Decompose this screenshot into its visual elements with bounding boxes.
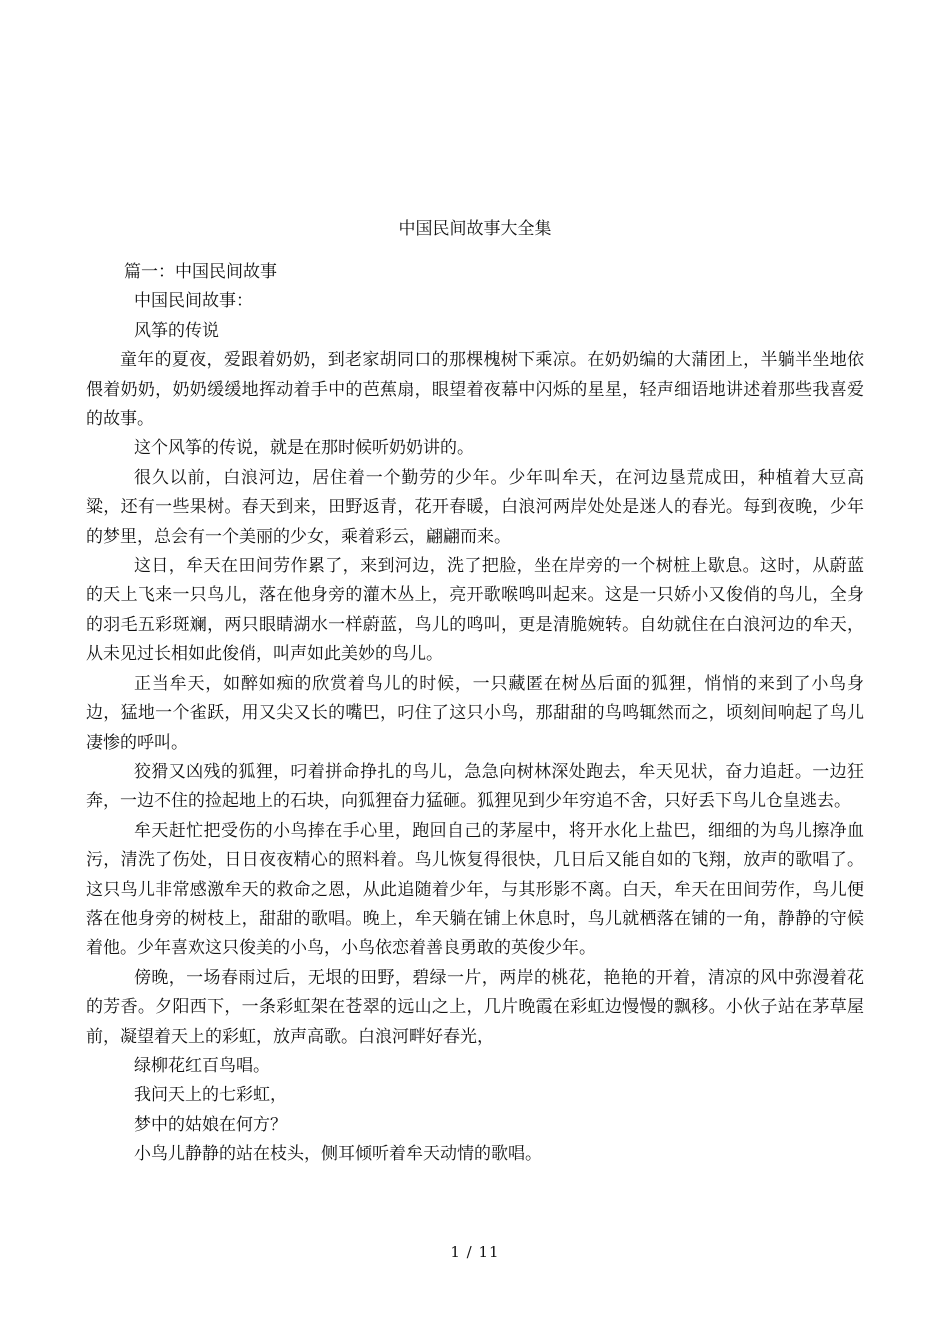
document-body — [86, 258, 864, 1170]
paragraph: 童年的夏夜，爱跟着奶奶，到老家胡同口的那棵槐树下乘凉。在奶奶编的大蒲团上，半躺半坐地依偎着奶奶，奶奶缓缓地挥动着手中的芭蕉扇，眼望着夜幕中闪烁的星星，轻声细语地讲述着那些我喜爱的故事。 — [86, 350, 864, 430]
paragraph: 狡猾又凶残的狐狸，叼着拼命挣扎的鸟儿，急急向树林深处跑去，牟天见状，奋力追赶。一边狂奔，一边不住的捡起地上的石块，向狐狸奋力猛砸。狐狸见到少年穷追不舍，只好丢下鸟儿仓皇逃去。 — [86, 761, 864, 812]
story-title: 风筝的传说 — [134, 320, 219, 341]
paragraph: 这个风筝的传说，就是在那时候听奶奶讲的。 — [134, 438, 474, 459]
section-subheading: 中国民间故事： — [134, 291, 253, 312]
paragraph: 正当牟天，如醉如痴的欣赏着鸟儿的时候，一只藏匿在树丛后面的狐狸，悄悄的来到了小鸟身边，猛地一个雀跃，用又尖又长的嘴巴，叼住了这只小鸟，那甜甜的鸟鸣辄然而之，顷刻间响起了鸟儿凄惨的呼叫。 — [86, 673, 864, 753]
page-indicator: 1 / 11 — [450, 1243, 500, 1261]
document-title: 中国民间故事大全集 — [398, 219, 552, 239]
paragraph: 这日，牟天在田间劳作累了，来到河边，洗了把脸，坐在岸旁的一个树桩上歇息。这时，从蔚蓝的天上飞来一只鸟儿，落在他身旁的灌木丛上，亮开歌喉鸣叫起来。这是一只娇小又俊俏的鸟儿，全身的羽毛五彩斑斓，两只眼睛湖水一样蔚蓝，鸟儿的鸣叫，更是清脆婉转。自幼就住在白浪河边的牟天，从未见过长相如此俊俏，叫声如此美妙的鸟儿。 — [86, 556, 864, 665]
paragraph: 小鸟儿静静的站在枝头，侧耳倾听着牟天动情的歌唱。 — [134, 1144, 542, 1165]
paragraph: 很久以前，白浪河边，居住着一个勤劳的少年。少年叫牟天，在河边垦荒成田，种植着大豆高粱，还有一些果树。春天到来，田野返青，花开春暖，白浪河两岸处处是迷人的春光。每到夜晚，少年的梦里，总会有一个美丽的少女，乘着彩云，翩翩而来。 — [86, 467, 864, 547]
poem-line: 梦中的姑娘在何方？ — [134, 1114, 287, 1135]
poem-line: 绿柳花红百鸟唱。 — [134, 1055, 270, 1076]
poem-line: 我问天上的七彩虹， — [134, 1085, 287, 1106]
section-heading: 篇一：中国民间故事 — [124, 262, 277, 282]
paragraph: 牟天赶忙把受伤的小鸟捧在手心里，跑回自己的茅屋中，将开水化上盐巴，细细的为鸟儿擦净血污，清洗了伤处，日日夜夜精心的照料着。鸟儿恢复得很快，几日后又能自如的飞翔，放声的歌唱了。这只鸟儿非常感激牟天的救命之恩，从此追随着少年，与其形影不离。白天，牟天在田间劳作，鸟儿便落在他身旁的树枝上，甜甜的歌唱。晚上，牟天躺在铺上休息时，鸟儿就栖落在铺的一角，静静的守候着他。少年喜欢这只俊美的小鸟，小鸟依恋着善良勇敢的英俊少年。 — [86, 820, 864, 959]
paragraph: 傍晚，一场春雨过后，无垠的田野，碧绿一片，两岸的桃花，艳艳的开着，清凉的风中弥漫着花的芳香。夕阳西下，一条彩虹架在苍翠的远山之上，几片晚霞在彩虹边慢慢的飘移。小伙子站在茅草屋前，凝望着天上的彩虹，放声高歌。白浪河畔好春光， — [86, 967, 864, 1047]
